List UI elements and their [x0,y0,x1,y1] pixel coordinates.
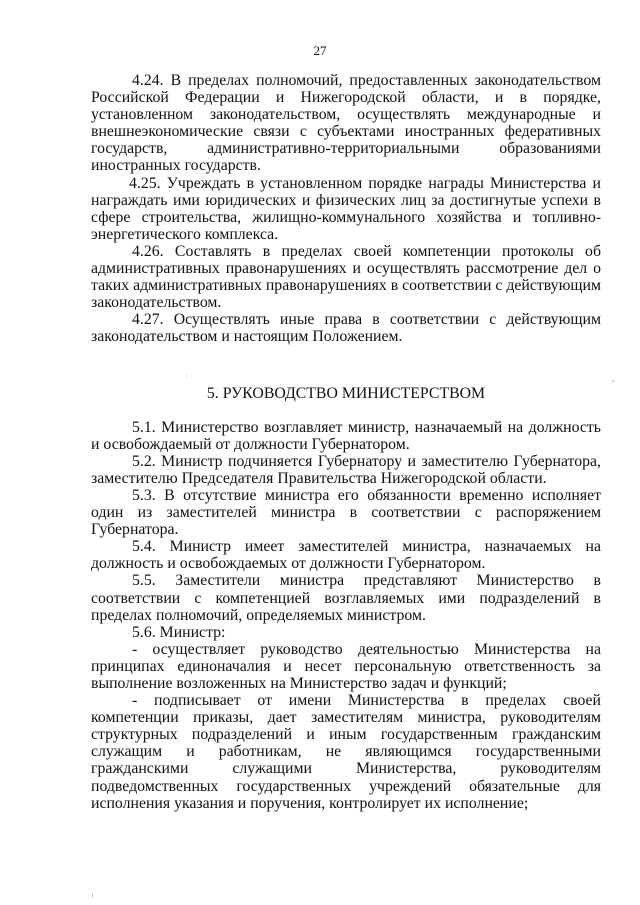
scan-speck [612,380,614,382]
paragraph-5-6: 5.6. Министр: [132,623,226,641]
paragraph-5-4: 5.4. Министр имеет заместителей министра, назначаемых на должность и освобождаемых от должности Губернатором. [91,538,601,573]
scan-speck [186,375,187,377]
paragraph-4-25: 4.25. Учреждать в установленном порядке награды Министерства и награждать ими юридических и физических лиц за достигнутые успехи в сфере строительства, жилищно-коммунального хозяйства и топливно-энергетического комплекса. [91,174,601,243]
list-item-orders: - подписывает от имени Министерства в пределах своей компетенции приказы, дает заместителям министра, руководителям структурных подразделений и иным государственным гражданским служащим и работникам, не являющимся государственными гражданскими служащими Министерства, руководителям подведомственных государственных учреждений обязательные для исполнения указания и поручения, контролирует их исполнение; [91,692,601,812]
document-body [91,72,601,812]
paragraph-4-26: 4.26. Составлять в пределах своей компетенции протоколы об административных правонарушениях и осуществлять рассмотрение дел о таких административных правонарушениях в соответствии с действующим законодательством. [91,242,601,312]
paragraph-5-5: 5.5. Заместители министра представляют Министерство в соответствии с компетенцией возглавляемых ими подразделений в пределах полномочий, определяемых министром. [91,572,601,624]
scan-speck [92,893,93,898]
page-number: 27 [313,43,327,58]
section-heading: 5. РУКОВОДСТВО МИНИСТЕРСТВОМ [206,384,486,402]
paragraph-5-1: 5.1. Министерство возглавляет министр, назначаемый на должность и освобождаемый от должности Губернатором. [91,418,601,453]
list-item-leadership: - осуществляет руководство деятельностью Министерства на принципах единоначалия и несет персональную ответственность за выполнение возложенных на Министерство задач и функций; [91,640,601,692]
paragraph-4-27: 4.27. Осуществлять иные права в соответствии с действующим законодательством и настоящим Положением. [91,311,601,346]
paragraph-5-2: 5.2. Министр подчиняется Губернатору и заместителю Губернатора, заместителю Председателя Правительства Нижегородской области. [91,452,601,487]
paragraph-5-3: 5.3. В отсутствие министра его обязанности временно исполняет один из заместителей министра в соответствии с распоряжением Губернатора. [91,486,601,539]
paragraph-4-24: 4.24. В пределах полномочий, предоставленных законодательством Российской Федерации и Нижегородской области, и в порядке, установленном законодательством, осуществлять международные и внешнеэкономические связи с субъектами иностранных федеративных государств, административно-территориальными образованиями иностранных государств. [91,72,601,175]
